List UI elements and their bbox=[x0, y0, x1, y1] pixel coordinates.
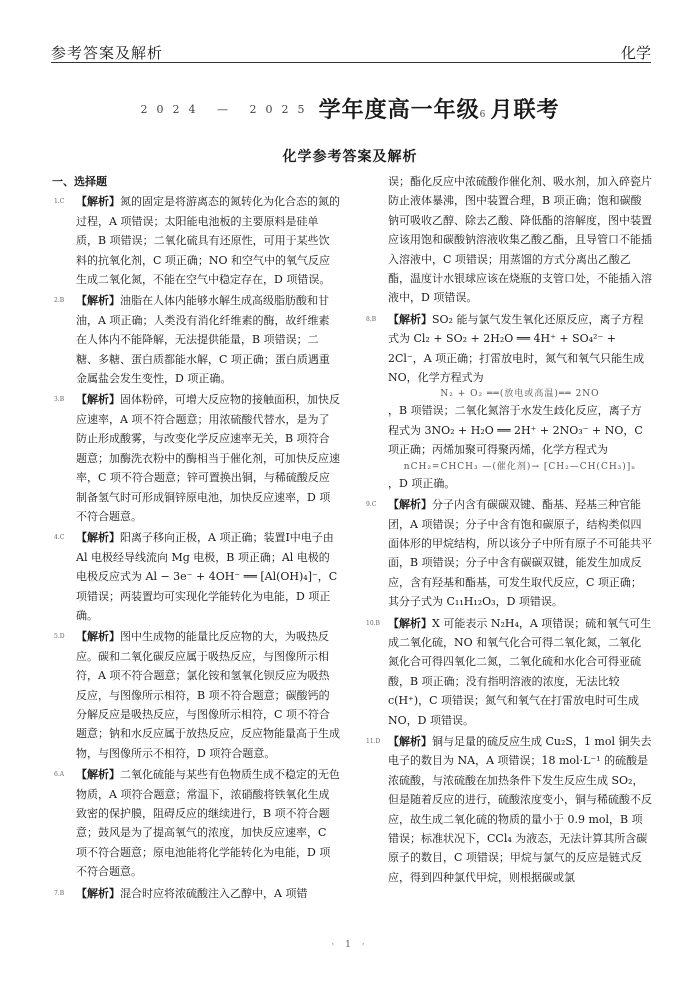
document-subtitle: 化学参考答案及解析 bbox=[282, 149, 418, 165]
title-main: 学年度高一年级 bbox=[318, 97, 480, 123]
answer-item bbox=[54, 528, 340, 625]
question-number: 9.C bbox=[366, 501, 377, 509]
answer-item bbox=[366, 614, 652, 730]
answer-item bbox=[366, 732, 652, 887]
analysis-tag: 【解析】 bbox=[76, 531, 120, 545]
title-month-number: 6 bbox=[479, 110, 486, 120]
question-number: 1.C bbox=[54, 198, 65, 206]
analysis-tag: 【解析】 bbox=[76, 294, 120, 308]
title-suffix: 月联考 bbox=[490, 97, 560, 123]
analysis-tag: 【解析】 bbox=[76, 886, 120, 900]
answer-text: SO₂ 能与氯气发生氧化还原反应，离子方程式为 Cl₂ + SO₂ + 2H₂O ══ 4H⁺ + SO₄²⁻ + 2Cl⁻，A 项正确；打雷放电时，氮气和氧气只能生成 NO，化学方程式为 bbox=[388, 312, 645, 385]
section-title: 一、选择题 bbox=[52, 175, 107, 188]
answer-item bbox=[54, 627, 340, 763]
question-number: 6.A bbox=[54, 771, 65, 779]
chemical-equation: nCH₂=CHCH₃ —(催化剂)→ [CH₂—CH(CH₃)]ₙ bbox=[403, 461, 637, 472]
answer-item bbox=[366, 495, 652, 611]
analysis-tag: 【解析】 bbox=[388, 734, 432, 748]
answer-text: ，D 项正确。 bbox=[388, 476, 456, 490]
chemical-equation: N₂ + O₂ ══(放电或高温)══ 2NO bbox=[440, 389, 600, 400]
answer-text: X 可能表示 N₂H₄，A 项错误；硫和氧气可生成二氧化硫，NO 和氧气化合可得二氧化氮，二氧化氮化合可得四氧化二氮，二氧化硫和水化合可得亚硫酸，B 项正确；没有指明溶液的浓度，无法比较 c(H⁺)，C 项错误；氮气和氧气在打雷放电时可生成 NO，D 项错误。 bbox=[388, 616, 652, 727]
analysis-tag: 【解析】 bbox=[76, 630, 120, 644]
page-header bbox=[51, 36, 651, 63]
analysis-tag: 【解析】 bbox=[388, 498, 432, 512]
answer-text: 混合时应将浓硫酸注入乙醇中，A 项错 bbox=[120, 886, 308, 900]
question-number: 3.B bbox=[54, 396, 65, 404]
answer-text: 固体粉碎，可增大反应物的接触面积，加快反应速率，A 项不符合题意；用浓硫酸代替水，是为了防止形成酸雾，与改变化学反应速率无关，B 项符合题意；加酶洗衣粉中的酶相当于催化剂，可加快反应速率，C 项不符合题意；锌可置换出铜，与稀硫酸反应制备氢气时可形成铜锌原电池，加快反应速率，D 项不符合题意。 bbox=[76, 393, 340, 523]
answer-item bbox=[54, 884, 340, 903]
answer-text: 铜与足量的硫反应生成 Cu₂S，1 mol 铜失去电子的数目为 NA，A 项错误；18 mol·L⁻¹ 的硫酸是浓硫酸，与浓硫酸在加热条件下发生反应生成 SO₂，但是随着反应的进行，硫酸浓度变小，铜与稀硫酸不反应，故生成二氧化硫的物质的量小于 0.9 mol，B 项错误；标准状况下，CCl₄ 为液态，无法计算其所含碳原子的数目，C 项错误；甲烷与氯气的反应是链式反应，得到四种氯代甲烷，则根据碳或氯 bbox=[388, 734, 652, 884]
question-number: 11.D bbox=[366, 737, 381, 745]
analysis-tag: 【解析】 bbox=[76, 393, 120, 407]
question-number: 7.B bbox=[54, 889, 65, 897]
answer-item bbox=[54, 192, 340, 289]
right-column bbox=[366, 172, 652, 889]
answer-text: 分子内含有碳碳双键、酯基、羟基三种官能团，A 项错误；分子中含有饱和碳原子，结构类似四面体形的甲烷结构，所以该分子中所有原子不可能共平面，B 项错误；分子中含有碳碳双键，能发生加成反应，含有羟基和酯基，可发生取代反应，C 项正确；其分子式为 C₁₁H₁₂O₃，D 项错误。 bbox=[388, 498, 652, 609]
answer-text: 阳离子移向正极，A 项正确；装置Ⅰ中电子由 Al 电极经导线流向 Mg 电极，B 项正确；Al 电极的电极反应式为 Al − 3e⁻ + 4OH⁻ ══ [Al(OH)₄]⁻，C 项错误；两装置均可实现化学能转化为电能，D 项正确。 bbox=[76, 531, 338, 622]
question-number: 10.B bbox=[366, 619, 380, 627]
answer-continuation: 误；酯化反应中浓硫酸作催化剂、吸水剂，加入碎瓷片防止液体暴沸，图中装置合理，B 项正确；饱和碳酸钠可吸收乙醇、除去乙酸、降低酯的溶解度，图中装置应该用饱和碳酸钠溶液收集乙酸乙酯，且导管口不能插入溶液中，C 项错误；用蒸馏的方式分离出乙酸乙酯，温度计水银球应该在烧瓶的支管口处，不能插入溶液中，D 项错误。 bbox=[388, 175, 652, 305]
analysis-tag: 【解析】 bbox=[388, 616, 432, 630]
document-title bbox=[0, 93, 700, 124]
question-number: 2.B bbox=[54, 297, 65, 305]
header-left-text: 参考答案及解析 bbox=[51, 44, 164, 62]
left-column bbox=[52, 172, 340, 905]
analysis-tag: 【解析】 bbox=[388, 312, 432, 326]
question-number: 8.B bbox=[366, 315, 377, 323]
answer-text: 油脂在人体内能够水解生成高级脂肪酸和甘油，A 项正确；人类没有消化纤维素的酶，故纤维素在人体内不能降解，无法提供能量，B 项错误；二糖、多糖、蛋白质都能水解，C 项正确；蛋白质遇重金属盐会发生变性，D 项正确。 bbox=[76, 294, 330, 386]
analysis-tag: 【解析】 bbox=[76, 768, 120, 782]
question-number: 5.D bbox=[54, 633, 65, 641]
answer-item bbox=[54, 765, 340, 881]
analysis-tag: 【解析】 bbox=[76, 195, 120, 209]
header-subject: 化学 bbox=[620, 44, 651, 62]
answer-text: 图中生成物的能量比反应物的大，为吸热反应。碳和二氧化碳反应属于吸热反应，与图像所示相符，A 项不符合题意；氯化铵和氢氧化钡反应为吸热反应，与图像所示相符，B 项不符合题意；碳酸钙的分解反应是吸热反应，与图像所示相符，C 项不符合题意；钠和水反应属于放热反应，反应物能量高于生成物，与图像所示不相符，D 项符合题意。 bbox=[76, 630, 340, 760]
question-number: 4.C bbox=[54, 534, 65, 542]
answer-text: 二氧化硫能与某些有色物质生成不稳定的无色物质，A 项符合题意；常温下，浓硝酸将铁氧化生成致密的保护膜，阻碍反应的继续进行，B 项不符合题意；鼓风是为了提高氧气的浓度，加快反应速率，C 项不符合题意；原电池能将化学能转化为电能，D 项不符合题意。 bbox=[76, 768, 340, 879]
answer-item bbox=[54, 390, 340, 526]
title-year: 2024 — 2025 bbox=[140, 103, 314, 116]
answer-text: ，B 项错误；二氧化氮溶于水发生歧化反应，离子方程式为 3NO₂ + H₂O ══ 2H⁺ + 2NO₃⁻ + NO，C 项正确；丙烯加聚可得聚丙烯，化学方程式为 bbox=[388, 404, 643, 457]
answer-text: 氮的固定是将游离态的氮转化为化合态的氮的过程，A 项错误；太阳能电池板的主要原料是硅单质，B 项错误；二氧化硫具有还原性，可用于某些饮料的抗氧化剂，C 项正确；NO 和空气中的氧气反应生成二氧化氮，不能在空气中稳定存在，D 项错误。 bbox=[76, 195, 340, 287]
page-number: · 1 · bbox=[331, 940, 369, 950]
answer-item bbox=[366, 310, 652, 493]
answer-item bbox=[54, 291, 340, 388]
